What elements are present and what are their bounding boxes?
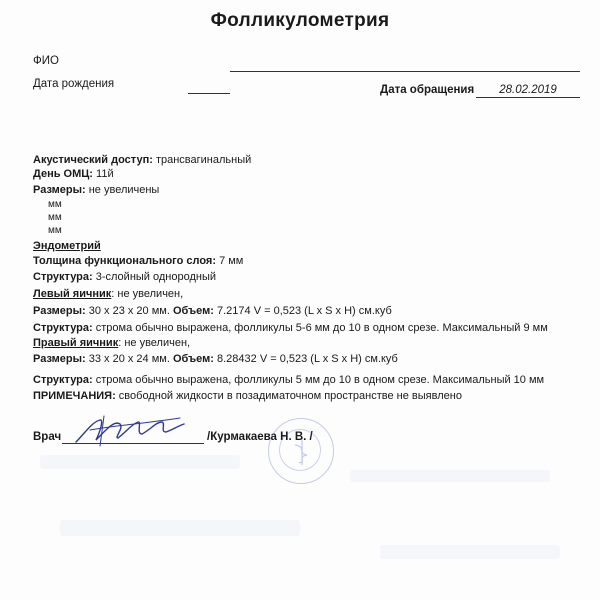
right-ovary-heading-value: : не увеличен, (118, 337, 191, 349)
right-ovary-size-value: 33 x 20 x 24 мм. (85, 353, 173, 365)
right-ovary-heading-line (33, 337, 190, 350)
handwritten-signature (70, 412, 190, 450)
background-watermark (60, 520, 300, 536)
acoustic-access-value: трансвагинальный (152, 154, 252, 166)
cycle-day-label: День ОМЦ: (33, 168, 93, 180)
right-ovary-volume-value: 8.28432 V = 0,523 (L x S x H) см.куб (213, 353, 398, 365)
visit-date-value: 28.02.2019 (499, 84, 557, 96)
doctor-name: /Курмакаева Н. В. / (207, 431, 313, 443)
notes-value: свободной жидкости в позадиматочном пространстве не выявлено (115, 390, 462, 402)
right-ovary-size-label: Размеры: (33, 353, 86, 365)
round-stamp (268, 418, 334, 484)
mm-unit: мм (48, 212, 62, 223)
notes-label: ПРИМЕЧАНИЯ: (33, 390, 116, 402)
right-ovary-structure-value: строма обычно выражена, фолликулы 5 мм до 10 в одном срезе. Максимальный 10 мм (92, 374, 545, 386)
right-ovary-structure-line (33, 374, 544, 387)
doctor-label: Врач (33, 431, 62, 443)
endometrium-thickness-line (33, 255, 243, 268)
left-ovary-heading-value: : не увеличен, (111, 288, 184, 300)
left-ovary-size-label: Размеры: (33, 305, 86, 317)
left-ovary-structure-value: строма обычно выражена, фолликулы 5-6 мм до 10 в одном срезе. Максимальный 9 мм (92, 322, 548, 334)
birth-date-label: Дата рождения (33, 78, 115, 90)
cycle-day-value: 11й (92, 168, 114, 180)
fio-line (230, 60, 580, 72)
right-ovary-volume-label: Объем: (172, 353, 214, 365)
acoustic-access-label: Акустический доступ: (33, 154, 153, 166)
notes-line (33, 390, 462, 403)
mm-unit: мм (48, 199, 62, 210)
background-watermark (40, 455, 240, 469)
left-ovary-structure-label: Структура: (33, 322, 93, 334)
endometrium-structure-label: Структура: (33, 271, 93, 283)
background-watermark (350, 470, 550, 482)
right-ovary-size-line (33, 353, 398, 366)
endometrium-thickness-label: Толщина функционального слоя: (33, 255, 217, 267)
left-ovary-volume-value: 7.2174 V = 0,523 (L x S x H) см.куб (213, 305, 392, 317)
stamp-emblem-icon (289, 437, 315, 467)
left-ovary-heading: Левый яичник (33, 288, 112, 300)
left-ovary-heading-line (33, 288, 183, 301)
cycle-day-line (33, 168, 114, 181)
left-ovary-volume-label: Объем: (172, 305, 214, 317)
left-ovary-structure-line (33, 322, 548, 335)
birth-date-line (188, 82, 230, 94)
uterus-size-value: не увеличены (85, 184, 160, 196)
uterus-size-label: Размеры: (33, 184, 86, 196)
acoustic-access-line (33, 154, 251, 167)
background-watermark (380, 545, 560, 559)
left-ovary-size-line (33, 305, 392, 318)
mm-unit: мм (48, 225, 62, 236)
visit-date-label: Дата обращения (380, 84, 475, 96)
right-ovary-heading: Правый яичник (33, 337, 119, 349)
endometrium-thickness-value: 7 мм (216, 255, 244, 267)
left-ovary-size-value: 30 x 23 x 20 мм. (85, 305, 173, 317)
uterus-size-line (33, 184, 159, 197)
fio-label: ФИО (33, 55, 59, 67)
page-title: Фолликулометрия (210, 10, 390, 31)
right-ovary-structure-label: Структура: (33, 374, 93, 386)
endometrium-structure-value: 3-слойный однородный (92, 271, 217, 283)
endometrium-heading: Эндометрий (33, 240, 101, 252)
endometrium-structure-line (33, 271, 216, 284)
